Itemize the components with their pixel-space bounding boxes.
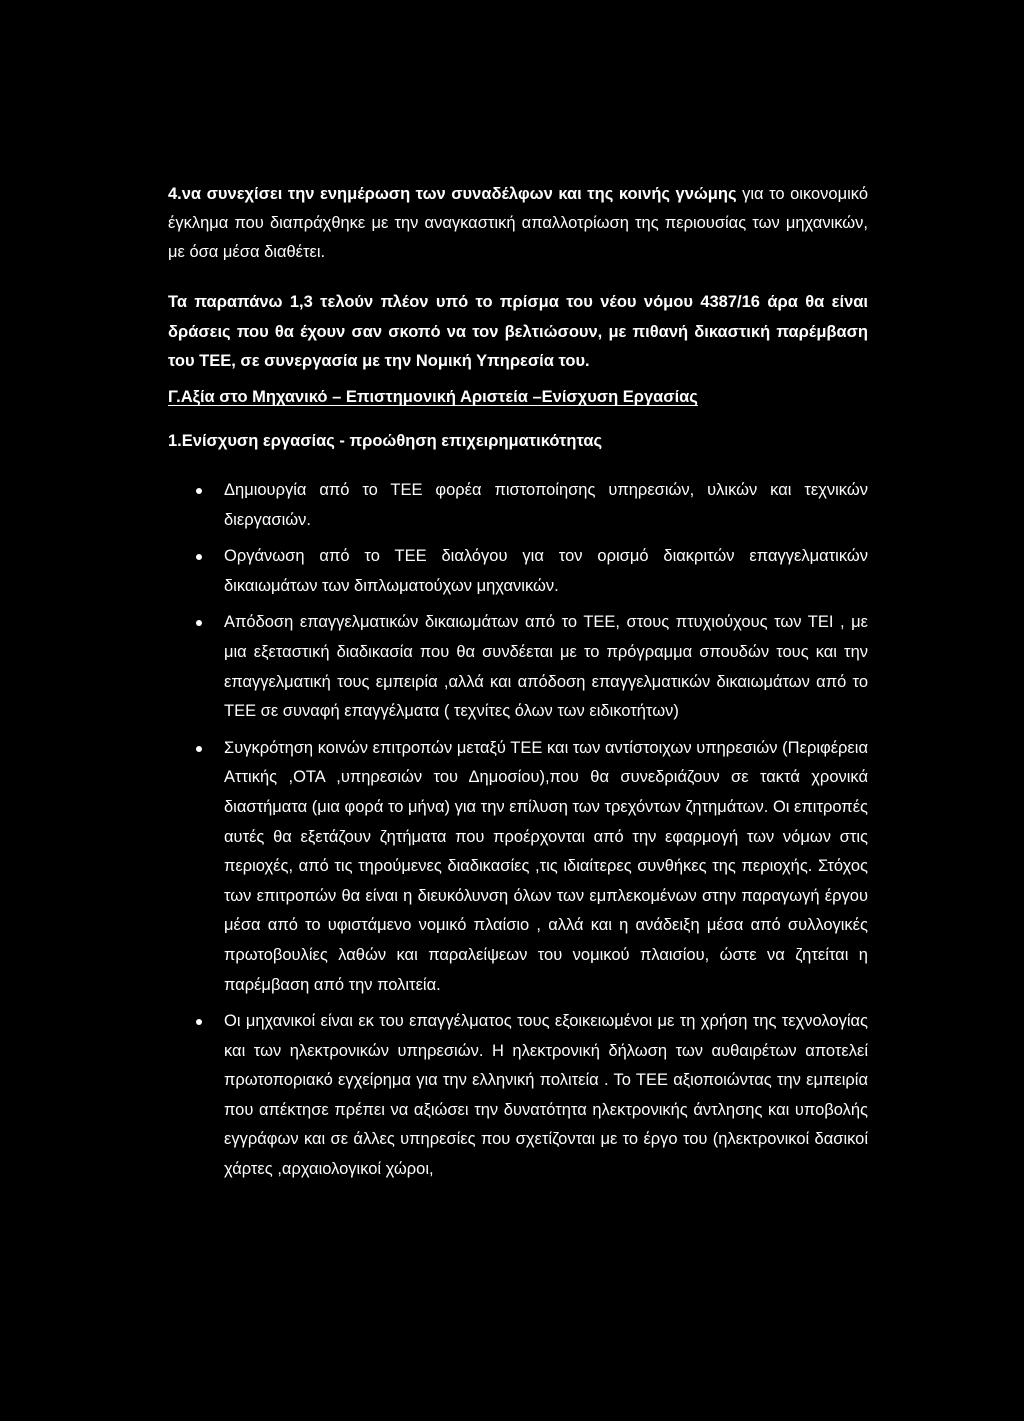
bullet-icon (196, 620, 202, 626)
paragraph-item-4-lead: 4.να συνεχίσει την ενημέρωση των συναδέλφων και της κοινής γνώμης (168, 185, 737, 203)
list-item (196, 1007, 868, 1185)
list-item (196, 734, 868, 1000)
paragraph-item-4 (168, 180, 868, 267)
bullet-list (196, 476, 868, 1192)
list-item-text: Οι μηχανικοί είναι εκ του επαγγέλματος τους εξοικειωμένοι με τη χρήση της τεχνολογίας και των ηλεκτρονικών υπηρεσιών. Η ηλεκτρονική δήλωση των αυθαιρέτων αποτελεί πρωτοποριακό εγχείρημα για την ελληνική πολιτεία . Το ΤΕΕ αξιοποιώντας την εμπειρία που απέκτησε πρέπει να αξιώσει την δυνατότητα ηλεκτρονικής άντλησης και υποβολής εγγράφων και σε άλλες υπηρεσίες που σχετίζονται με το έργο του (ηλεκτρονικοί δασικοί χάρτες ,αρχαιολογικοί χώροι, (224, 1012, 868, 1179)
bullet-icon (196, 488, 202, 494)
bullet-icon (196, 554, 202, 560)
list-item-text: Οργάνωση από το ΤΕΕ διαλόγου για τον ορισμό διακριτών επαγγελματικών δικαιωμάτων των διπλωματούχων μηχανικών. (224, 547, 868, 595)
paragraph-item-4-rest: για το οικονομικό έγκλημα που διαπράχθηκε με την αναγκαστική απαλλοτρίωση της περιουσίας των μηχανικών, με όσα μέσα διαθέτει. (168, 185, 869, 261)
sub-heading: 1.Ενίσχυση εργασίας - προώθηση επιχειρηματικότητας (168, 432, 603, 450)
list-item-text: Συγκρότηση κοινών επιτροπών μεταξύ ΤΕΕ και των αντίστοιχων υπηρεσιών (Περιφέρεια Αττικής ,ΟΤΑ ,υπηρεσιών του Δημοσίου),που θα συνεδριάζουν σε τακτά χρονικά διαστήματα (μια φορά το μήνα) για την επίλυση των τρεχόντων ζητημάτων. Οι επιτροπές αυτές θα εξετάζουν ζητήματα που προέρχονται από την εφαρμογή των νόμων στις περιοχές, από τις τηρούμενες διαδικασίες ,τις ιδιαίτερες συνθήκες της περιοχής. Στόχος των επιτροπών θα είναι η διευκόλυνση όλων των εμπλεκομένων στην παραγωγή έργου μέσα από το υφιστάμενο νομικό πλαίσιο , αλλά και η ανάδειξη μέσα από συλλογικές πρωτοβουλίες λαθών και παραλείψεων του νομικού πλαισίου, ώστε να ζητείται η παρέμβαση από την πολιτεία. (224, 738, 868, 994)
bullet-icon (196, 746, 202, 752)
bullet-icon (196, 1019, 202, 1025)
list-item (196, 542, 868, 601)
paragraph-law-note: Τα παραπάνω 1,3 τελούν πλέον υπό το πρίσμα του νέου νόμου 4387/16 άρα θα είναι δράσεις που θα έχουν σαν σκοπό να τον βελτιώσουν, με πιθανή δικαστική παρέμβαση του ΤΕΕ, σε συνεργασία με την Νομική Υπηρεσία του. (168, 293, 868, 370)
list-item-text: Απόδοση επαγγελματικών δικαιωμάτων από το ΤΕΕ, στους πτυχιούχους των ΤΕΙ , με μια εξεταστική διαδικασία που θα συνδέεται με το πρόγραμμα σπουδών τους και την επαγγελματική τους εμπειρία ,αλλά και απόδοση επαγγελματικών δικαιωμάτων από το ΤΕΕ σε συναφή επαγγέλματα ( τεχνίτες όλων των ειδικοτήτων) (224, 613, 868, 721)
section-heading: Γ.Αξία στο Μηχανικό – Επιστημονική Αριστεία –Ενίσχυση Εργασίας (168, 388, 698, 406)
list-item (196, 476, 868, 535)
list-item-text: Δημιουργία από το ΤΕΕ φορέα πιστοποίησης υπηρεσιών, υλικών και τεχνικών διεργασιών. (224, 481, 868, 529)
list-item (196, 608, 868, 726)
